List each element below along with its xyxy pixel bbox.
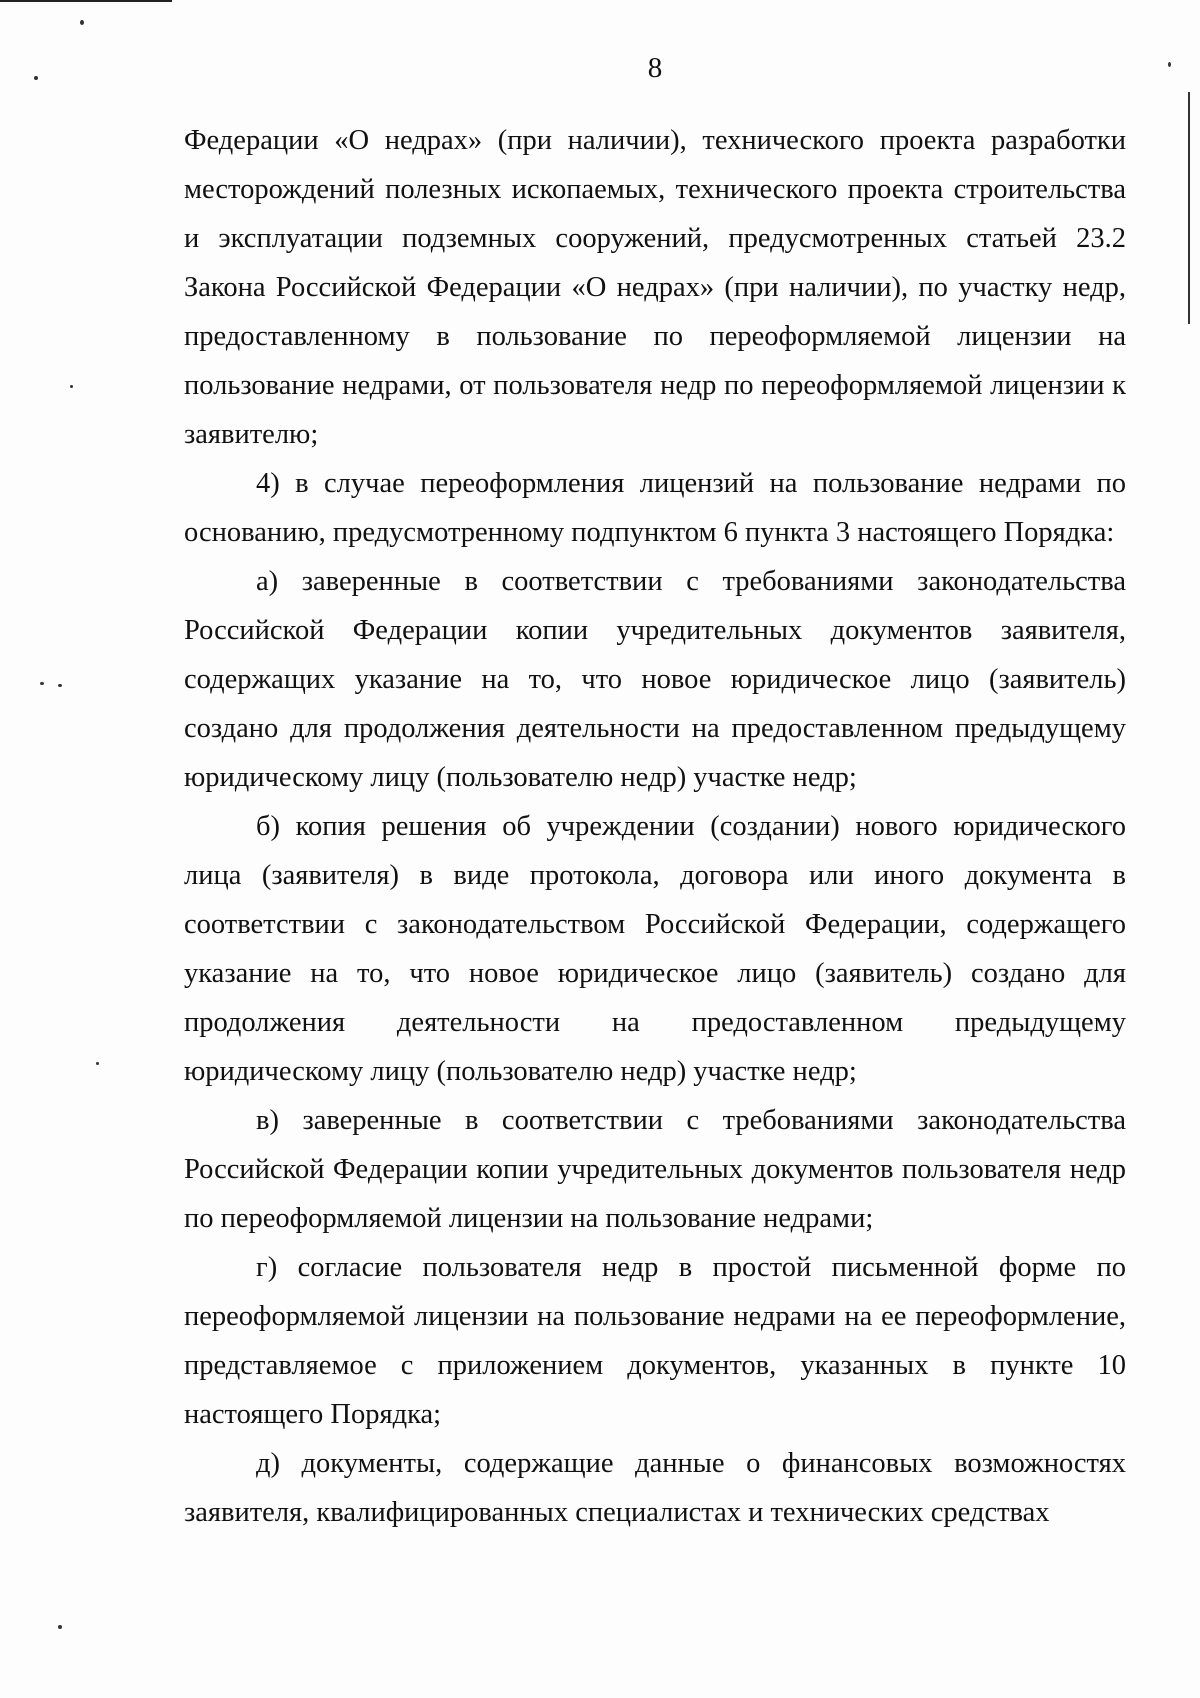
- paragraph-subitem-b: б) копия решения об учреждении (создании) нового юридического лица (заявителя) в виде протокола, договора или иного документа в соответствии с законодательством Российской Федерации, содержащего указание на то, что новое юридическое лицо (заявитель) создано для продолжения деятельности на предоставленном предыдущему юридическому лицу (пользователю недр) участке недр;: [184, 811, 1126, 1087]
- scan-speck: [96, 1062, 99, 1065]
- scan-speck: [58, 684, 62, 687]
- document-body: [184, 116, 1126, 1537]
- paragraph-subitem-g: г) согласие пользователя недр в простой письменной форме по переоформляемой лицензии на пользование недрами на ее переоформление, представляемое с приложением документов, указанных в пункте 10 настоящего Порядка;: [184, 1252, 1126, 1430]
- page-number: 8: [647, 52, 663, 84]
- scan-edge-top: [0, 0, 172, 2]
- scan-speck: [80, 20, 84, 25]
- scan-speck: [58, 1625, 62, 1629]
- scan-speck: [70, 385, 73, 388]
- paragraph-subitem-v: в) заверенные в соответствии с требованиями законодательства Российской Федерации копии учредительных документов пользователя недр по переоформляемой лицензии на пользование недрами;: [184, 1105, 1126, 1234]
- scan-edge-right: [1188, 92, 1190, 324]
- paragraph-subitem-d: д) документы, содержащие данные о финансовых возможностях заявителя, квалифицированных специалистах и технических средствах: [184, 1448, 1126, 1528]
- paragraph-subitem-a: а) заверенные в соответствии с требованиями законодательства Российской Федерации копии учредительных документов заявителя, содержащих указание на то, что новое юридическое лицо (заявитель) создано для продолжения деятельности на предоставленном предыдущему юридическому лицу (пользователю недр) участке недр;: [184, 566, 1126, 793]
- paragraph-item-4: 4) в случае переоформления лицензий на пользование недрами по основанию, предусмотренному подпунктом 6 пункта 3 настоящего Порядка:: [184, 468, 1126, 548]
- paragraph-continuation: Федерации «О недрах» (при наличии), технического проекта разработки месторождений полезных ископаемых, технического проекта строительства и эксплуатации подземных сооружений, предусмотренных статьей 23.2 Закона Российской Федерации «О недрах» (при наличии), по участку недр, предоставленному в пользование по переоформляемой лицензии на пользование недрами, от пользователя недр по переоформляемой лицензии к заявителю;: [184, 125, 1126, 450]
- scan-speck: [40, 682, 44, 685]
